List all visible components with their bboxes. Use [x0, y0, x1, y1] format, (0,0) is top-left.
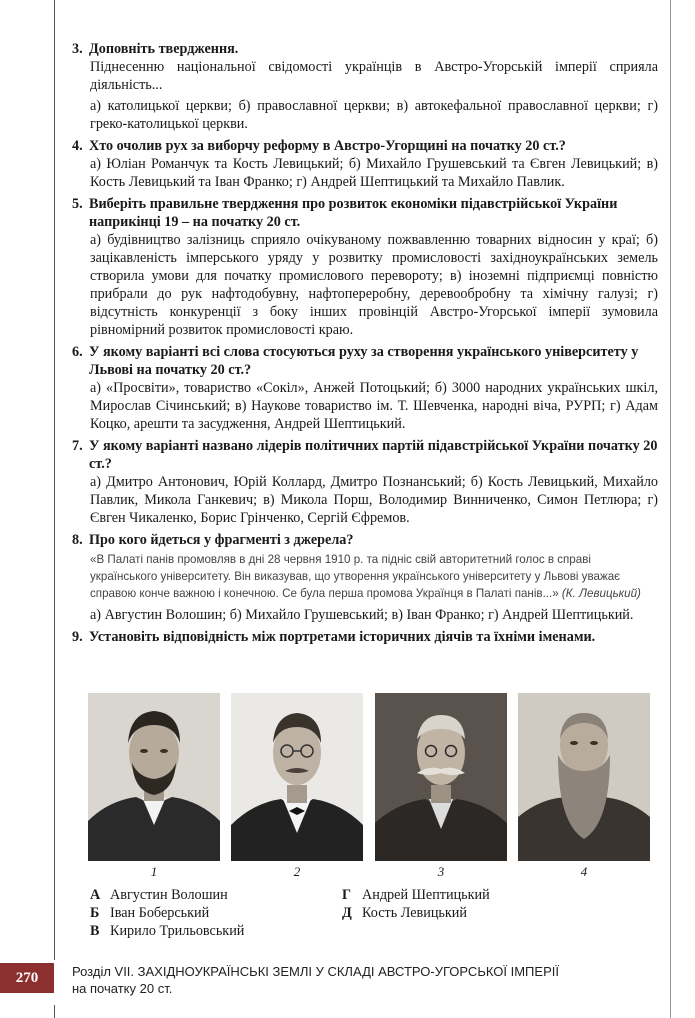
- name-column-left: [90, 886, 244, 940]
- option-letter: Г: [342, 887, 352, 903]
- portrait-man-glasses-2-icon: [231, 693, 363, 861]
- right-margin-rule: [670, 0, 671, 1018]
- option-letter: Д: [342, 905, 352, 921]
- option-letter: А: [90, 887, 101, 903]
- page-number: 270: [0, 963, 54, 993]
- question-title: Доповніть твердження.: [89, 41, 239, 57]
- question-number: 3.: [72, 41, 83, 57]
- question-6: [72, 343, 658, 433]
- left-margin-rule-bottom: [54, 1005, 55, 1018]
- question-title: Про кого йдеться у фрагменті з джерела?: [89, 532, 354, 548]
- footer-section-title: Розділ VII. ЗАХІДНОУКРАЇНСЬКІ ЗЕМЛІ У СКЛАДІ АВСТРО-УГОРСЬКОЇ ІМПЕРІЇ: [72, 964, 559, 979]
- quote-text: «В Палаті панів промовляв в дні 28 червня 1910 р. та підніс свій авторитетний голос в справі українського університету. Він виказував, що утворення українського університету у Львові уважає справою конче важною і конечною. Се була перша промова Українця в Палаті панів...»: [90, 553, 621, 600]
- question-title: У якому варіанті названо лідерів політичних партій підавстрійської України початку 20 ст.?: [89, 438, 658, 472]
- footer-section-cont: на початку 20 ст.: [72, 981, 173, 996]
- option-letter: Б: [90, 905, 100, 921]
- question-options: а) католицької церкви; б) православної церкви; в) автокефальної православної церкви; г) греко-католицької церкви.: [90, 98, 658, 132]
- option-name: Кость Левицький: [362, 905, 467, 921]
- question-title: Виберіть правильне твердження про розвиток економіки підавстрійської України наприкінці 19 – на початку 20 ст.: [89, 196, 618, 230]
- portrait-label: 4: [580, 864, 588, 879]
- question-number: 9.: [72, 629, 83, 645]
- question-options: а) Августин Волошин; б) Михайло Грушевський; в) Іван Франко; г) Андрей Шептицький.: [90, 607, 634, 623]
- name-option: [90, 904, 244, 922]
- source-quote: [90, 551, 658, 602]
- question-options: а) будівництво залізниць сприяло очікуваному пожвавленню товарних відносин у краї; б) зацікавленість імперського уряду у розвитку промисловості західноукраїнських земель створила умови для початку промислового перевороту; в) іноземні підприємці повністю прибрали до рук нафтодобувну, нафтопереробну, деревообробну та хімічну галузі; г) відсутність конкуренції з боку інших провінцій Австро-Угорської імперії зумовила рівномірний розвиток промисловості краю.: [90, 232, 658, 338]
- running-footer: [72, 963, 662, 997]
- option-name: Іван Боберський: [110, 905, 210, 921]
- question-options: а) «Просвіти», товариство «Сокіл», Анжей Потоцький; б) 3000 народних українських шкіл, Мирослав Січинський; в) Наукове товариство ім. Т. Шевченка, народні віча, РУРП; г) Адам Коцко, арешти та засудження, Андрей Шептицький.: [90, 380, 658, 432]
- name-column-right: [342, 886, 490, 922]
- option-name: Августин Волошин: [110, 887, 228, 903]
- left-margin-rule: [54, 0, 55, 960]
- portrait-bearded-man-1-icon: [88, 693, 220, 861]
- quote-source: (К. Левицький): [561, 587, 641, 600]
- option-name: Андрей Шептицький: [362, 887, 490, 903]
- questions-list: [72, 40, 658, 650]
- question-title: У якому варіанті всі слова стосуються руху за створення українського університету у Львові на початку 20 ст.?: [89, 344, 639, 378]
- portrait-man-mustache-3-icon: [375, 693, 507, 861]
- question-3: [72, 40, 658, 133]
- question-8: [72, 531, 658, 624]
- question-9: [72, 628, 658, 646]
- option-letter: В: [90, 923, 100, 939]
- question-title: Хто очолив рух за виборчу реформу в Австро-Угорщині на початку 20 ст.?: [89, 138, 566, 154]
- option-name: Кирило Трильовський: [110, 923, 245, 939]
- question-5: [72, 195, 658, 339]
- question-7: [72, 437, 658, 527]
- question-options: а) Дмитро Антонович, Юрій Коллард, Дмитро Познанський; б) Кость Левицький, Михайло Павлик, Микола Ганкевич; в) Микола Порш, Володимир Винниченко, Симон Петлюра; г) Євген Чикаленко, Борис Грінченко, Сергій Єфремов.: [90, 474, 658, 526]
- question-options: а) Юліан Романчук та Кость Левицький; б) Михайло Грушевський та Євген Левицький; в) Кость Левицький та Іван Франко; г) Андрей Шептицький та Михайло Павлик.: [90, 156, 658, 190]
- name-option: [342, 886, 490, 904]
- name-option: [90, 922, 244, 940]
- name-option: [90, 886, 244, 904]
- name-option: [342, 904, 490, 922]
- portrait-label: 3: [437, 864, 445, 879]
- question-title: Установіть відповідність між портретами історичних діячів та їхніми іменами.: [89, 629, 596, 645]
- question-number: 4.: [72, 138, 83, 154]
- portrait-label: 2: [293, 864, 301, 879]
- portrait-label: 1: [150, 864, 158, 879]
- question-4: [72, 137, 658, 191]
- question-stem: Піднесенню національної свідомості українців в Австро-Угорській імперії сприяла діяльність...: [90, 59, 658, 93]
- portrait-gallery: [88, 693, 650, 883]
- portrait-bearded-monk-4-icon: [518, 693, 650, 861]
- question-number: 7.: [72, 438, 83, 454]
- question-number: 6.: [72, 344, 83, 360]
- question-number: 8.: [72, 532, 83, 548]
- question-number: 5.: [72, 196, 83, 212]
